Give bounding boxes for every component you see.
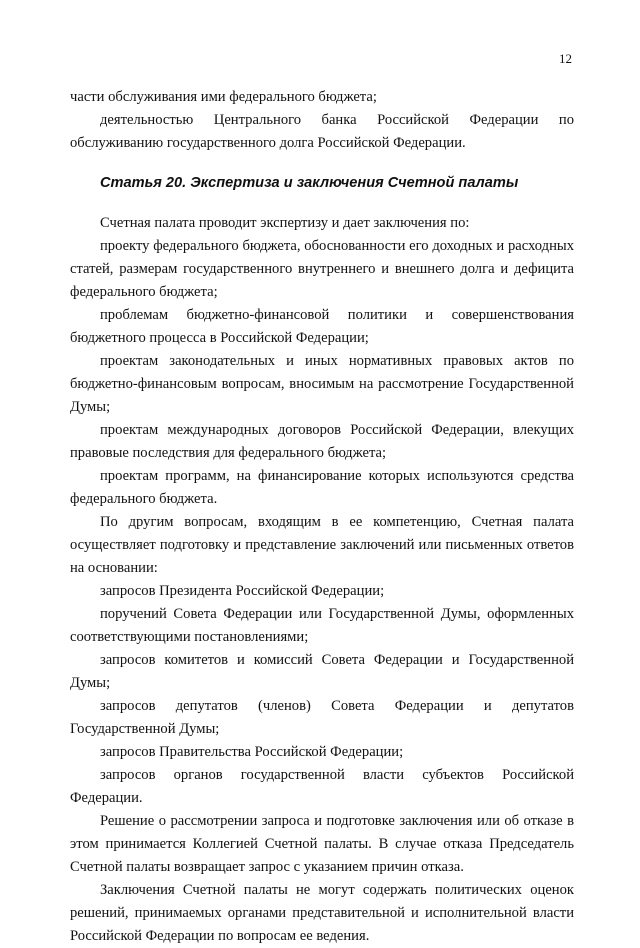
paragraph: Заключения Счетной палаты не могут содержать политических оценок решений, принимаемых органами представительной и исполнительной власти Российской Федерации по вопросам ее ведения. — [70, 882, 574, 944]
document-body — [70, 86, 574, 948]
paragraph: деятельностью Центрального банка Российской Федерации по обслуживанию государственного долга Российской Федерации. — [70, 112, 574, 151]
paragraph: По другим вопросам, входящим в ее компетенцию, Счетная палата осуществляет подготовку и представление заключений или письменных ответов на основании: — [70, 514, 574, 576]
paragraph: проектам международных договоров Российской Федерации, влекущих правовые последствия для федерального бюджета; — [70, 422, 574, 461]
paragraph: запросов Президента Российской Федерации; — [100, 583, 385, 599]
page-number: 12 — [559, 51, 572, 66]
paragraph: запросов органов государственной власти субъектов Российской Федерации. — [70, 767, 574, 806]
paragraph: Счетная палата проводит экспертизу и дает заключения по: — [100, 215, 470, 231]
paragraph: части обслуживания ими федерального бюджета; — [70, 89, 377, 105]
paragraph: запросов депутатов (членов) Совета Федерации и депутатов Государственной Думы; — [70, 698, 574, 737]
paragraph: проектам законодательных и иных нормативных правовых актов по бюджетно-финансовым вопросам, вносимым на рассмотрение Государственной Думы; — [70, 353, 574, 415]
article-title: Статья 20. Экспертиза и заключения Счетной палаты — [100, 175, 519, 191]
paragraph: Решение о рассмотрении запроса и подготовке заключения или об отказе в этом принимается Коллегией Счетной палаты. В случае отказа Председатель Счетной палаты возвращает запрос с указанием причин отказа. — [70, 813, 574, 875]
paragraph: проектам программ, на финансирование которых используются средства федерального бюджета. — [70, 468, 574, 507]
paragraph: проекту федерального бюджета, обоснованности его доходных и расходных статей, размерам государственного внутреннего и внешнего долга и дефицита федерального бюджета; — [70, 238, 574, 300]
paragraph: проблемам бюджетно-финансовой политики и совершенствования бюджетного процесса в Российской Федерации; — [70, 307, 574, 346]
paragraph: поручений Совета Федерации или Государственной Думы, оформленных соответствующими постановлениями; — [70, 606, 574, 645]
paragraph: запросов Правительства Российской Федерации; — [100, 744, 404, 760]
paragraph: запросов комитетов и комиссий Совета Федерации и Государственной Думы; — [70, 652, 574, 691]
